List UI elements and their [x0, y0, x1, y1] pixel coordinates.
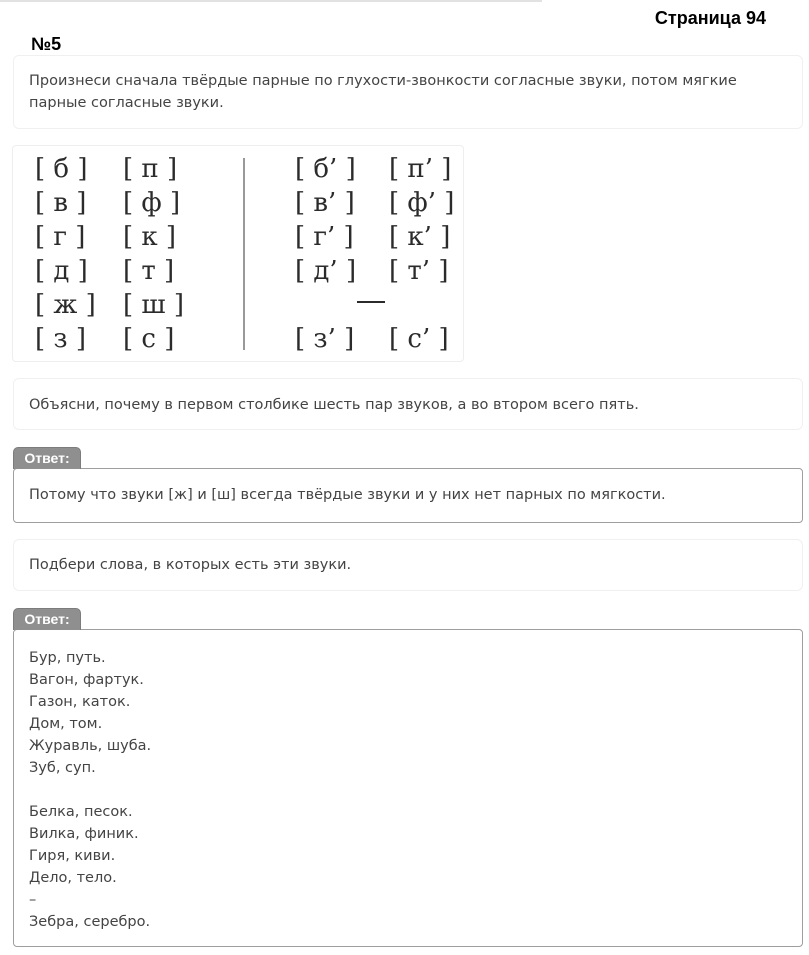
soft-sound-6b: [ с’ ]	[389, 324, 449, 354]
task-instruction-text: Произнеси сначала твёрдые парные по глухости-звонкости согласные звуки, потом мягкие парные согласные звуки.	[29, 73, 737, 111]
hard-sound-2b: [ ф ]	[123, 188, 181, 218]
question-text-1: Объясни, почему в первом столбике шесть пар звуков, а во втором всего пять.	[29, 397, 639, 413]
task-instruction-card	[13, 55, 803, 129]
answer-line: Зуб, суп.	[29, 760, 96, 776]
page-number: Страница 94	[654, 8, 766, 28]
question-card-2	[13, 539, 803, 591]
answer-line: –	[29, 892, 37, 908]
soft-sound-2a: [ в’ ]	[295, 188, 355, 218]
column-divider	[243, 158, 245, 350]
hard-sound-4b: [ т ]	[123, 256, 175, 286]
hard-sound-5b: [ ш ]	[123, 290, 184, 320]
soft-sound-2b: [ ф’ ]	[389, 188, 455, 218]
hard-sound-1b: [ п ]	[123, 154, 178, 184]
answer-line: Белка, песок.	[29, 804, 133, 820]
answer-line: Гиря, киви.	[29, 848, 116, 864]
hard-sound-6b: [ с ]	[123, 324, 175, 354]
answer-label-1: Ответ:	[13, 447, 81, 469]
question-text-2: Подбери слова, в которых есть эти звуки.	[29, 557, 352, 573]
answer-box-2	[13, 629, 803, 947]
answer-line: Дело, тело.	[29, 870, 117, 886]
answer-line: Газон, каток.	[29, 694, 131, 710]
soft-sound-1b: [ п’ ]	[389, 154, 452, 184]
soft-sound-4b: [ т’ ]	[389, 256, 449, 286]
soft-sound-6a: [ з’ ]	[295, 324, 355, 354]
soft-sound-1a: [ б’ ]	[295, 154, 356, 184]
answer-line: Журавль, шуба.	[29, 738, 152, 754]
hard-sound-2a: [ в ]	[35, 188, 87, 218]
hard-sound-5a: [ ж ]	[35, 290, 96, 320]
answer-line: Вилка, финик.	[29, 826, 139, 842]
answer-line: Дом, том.	[29, 716, 103, 732]
task-number: №5	[31, 34, 62, 54]
answer-line	[29, 779, 787, 801]
sounds-table	[12, 145, 464, 362]
top-divider	[0, 0, 542, 2]
soft-sound-3a: [ г’ ]	[295, 222, 354, 252]
answer-line: Вагон, фартук.	[29, 672, 144, 688]
answer-line: Бур, путь.	[29, 650, 106, 666]
hard-sound-3a: [ г ]	[35, 222, 86, 252]
hard-sound-6a: [ з ]	[35, 324, 86, 354]
answer-box-1	[13, 468, 803, 523]
soft-sound-3b: [ к’ ]	[389, 222, 451, 252]
hard-sound-3b: [ к ]	[123, 222, 177, 252]
question-card-1	[13, 378, 803, 430]
soft-sound-4a: [ д’ ]	[295, 256, 357, 286]
answer-label-2: Ответ:	[13, 608, 81, 630]
hard-sound-4a: [ д ]	[35, 256, 88, 286]
missing-pair-dash	[357, 301, 385, 303]
hard-sound-1a: [ б ]	[35, 154, 88, 184]
answer-line: Зебра, серебро.	[29, 914, 151, 930]
answer-text-1: Потому что звуки [ж] и [ш] всегда твёрдые звуки и у них нет парных по мягкости.	[29, 487, 666, 503]
